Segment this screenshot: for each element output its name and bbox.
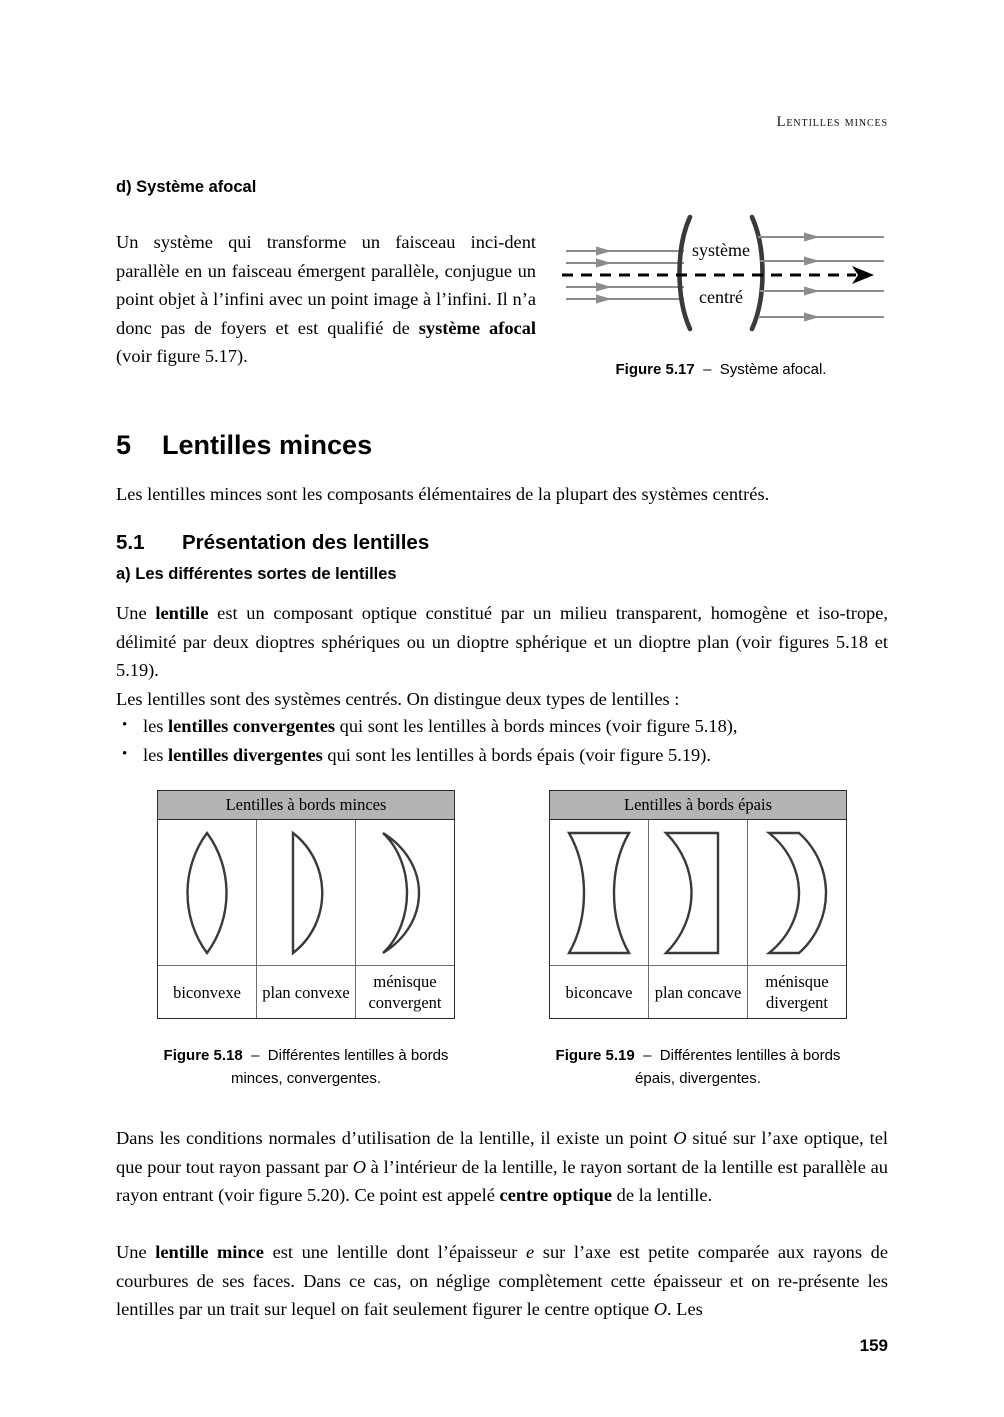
list-item: • les lentilles convergentes qui sont les lentilles à bords minces (voir figure 5.18),: [116, 712, 888, 741]
figure-5-17-caption-text: Système afocal.: [719, 361, 827, 378]
figure-5-19-caption-lead: Figure 5.19: [555, 1047, 635, 1064]
diverging-meniscus-lens-icon: [751, 823, 843, 963]
paragraph-definition-lentille: Une lentille est un composant optique constitué par un milieu transparent, homogène et iso-trope, délimité par deux dioptres sphériques ou un dioptre sphérique et un dioptre plan (voir figures 5.18 et 5.19).: [116, 603, 888, 680]
figure-5-18-labels-row: [158, 966, 454, 1018]
figure-5-18-caption-lead: Figure 5.18: [163, 1047, 243, 1064]
plano-convex-lens-icon: [260, 823, 352, 963]
section-number: 5.1: [116, 531, 145, 554]
label-plan-concave: plan concave: [648, 966, 747, 1018]
list-item: • les lentilles divergentes qui sont les lentilles à bords épais (voir figure 5.19).: [116, 741, 888, 770]
figure-5-18-table: [157, 790, 455, 1019]
page-number: 159: [859, 1336, 888, 1355]
section-heading-5-1: [116, 531, 429, 555]
cell-plano-concave-shape: [648, 820, 747, 965]
converging-meniscus-lens-icon: [359, 823, 451, 963]
paragraph-chapter-intro: Les lentilles minces sont les composants élémentaires de la plupart des systèmes centrés.: [116, 484, 770, 504]
label-biconvexe: biconvexe: [173, 982, 241, 1002]
cell-diverging-meniscus-shape: [747, 820, 846, 965]
chapter-heading: [116, 430, 372, 461]
figure-5-19-caption: [549, 1044, 847, 1090]
figure-5-18-table-header: Lentilles à bords minces: [158, 791, 454, 820]
figure-5-17-label-top: système: [692, 240, 750, 260]
figure-5-19-labels-row: [550, 966, 846, 1018]
paragraph-systeme-afocal: Un système qui transforme un faisceau inci-dent parallèle en un faisceau émergent parallèle, conjugue un point objet à l’infini avec un point image à l’infini. Il n’a donc pas de foyers et est qualifié de système afocal (voir figure 5.17).: [116, 232, 537, 366]
plano-concave-lens-icon: [652, 823, 744, 963]
figure-5-18-caption-dash: –: [251, 1047, 260, 1064]
figure-5-17-caption: [556, 358, 886, 381]
figure-5-17-caption-dash: –: [703, 361, 712, 378]
chapter-number: 5: [116, 430, 132, 460]
figure-5-18-caption-text: Différentes lentilles à bords minces, convergentes.: [230, 1047, 449, 1087]
figure-5-18-shapes-row: [158, 820, 454, 966]
label-menisque-divergent: ménisque divergent: [747, 966, 846, 1018]
subsection-heading-a: a) Les différentes sortes de lentilles: [116, 565, 397, 583]
label-biconcave: biconcave: [565, 982, 633, 1002]
subsection-heading-d: d) Système afocal: [116, 178, 257, 196]
figure-5-19-table-header: Lentilles à bords épais: [550, 791, 846, 820]
cell-plano-convex-shape: [256, 820, 355, 965]
figure-5-17-caption-lead: Figure 5.17: [615, 361, 695, 378]
label-plan-convexe: plan convexe: [256, 966, 355, 1018]
biconcave-lens-icon: [553, 823, 645, 963]
figure-5-19-caption-text: Différentes lentilles à bords épais, divergentes.: [635, 1047, 841, 1087]
system-boundary-arcs: [680, 217, 763, 329]
label-menisque-convergent: ménisque convergent: [355, 966, 454, 1018]
figure-5-17-label-bottom: centré: [699, 287, 743, 307]
lens-types-list: [116, 712, 888, 770]
figure-5-19-table: [549, 790, 847, 1019]
biconvex-lens-icon: [161, 823, 253, 963]
outgoing-ray-arrowheads: [804, 233, 820, 322]
section-title: Présentation des lentilles: [182, 531, 430, 554]
figure-5-18-caption: [157, 1044, 455, 1090]
chapter-title: Lentilles minces: [162, 430, 373, 460]
cell-converging-meniscus-shape: [355, 820, 454, 965]
cell-biconcave-shape: [550, 820, 648, 965]
cell-biconvex-shape: [158, 820, 256, 965]
paragraph-centre-optique: Dans les conditions normales d’utilisation de la lentille, il existe un point O situé sur l’axe optique, tel que pour tout rayon passant par O à l’intérieur de la lentille, le rayon sortant de la lentille est parallèle au rayon entrant (voir figure 5.20). Ce point est appelé centre optique de la lentille.: [116, 1128, 888, 1205]
running-header: Lentilles minces: [776, 114, 888, 130]
figure-5-17-diagram: [556, 203, 886, 343]
figure-5-19-caption-dash: –: [643, 1047, 652, 1064]
figure-5-19-shapes-row: [550, 820, 846, 966]
paragraph-types-lentilles: Les lentilles sont des systèmes centrés. On distingue deux types de lentilles :: [116, 689, 680, 709]
paragraph-lentille-mince: Une lentille mince est une lentille dont l’épaisseur e sur l’axe est petite comparée aux rayons de courbures de ses faces. Dans ce cas, on néglige complètement cette épaisseur et on re-présente les lentilles par un trait sur lequel on fait seulement figurer le centre optique O. Les: [116, 1242, 888, 1319]
